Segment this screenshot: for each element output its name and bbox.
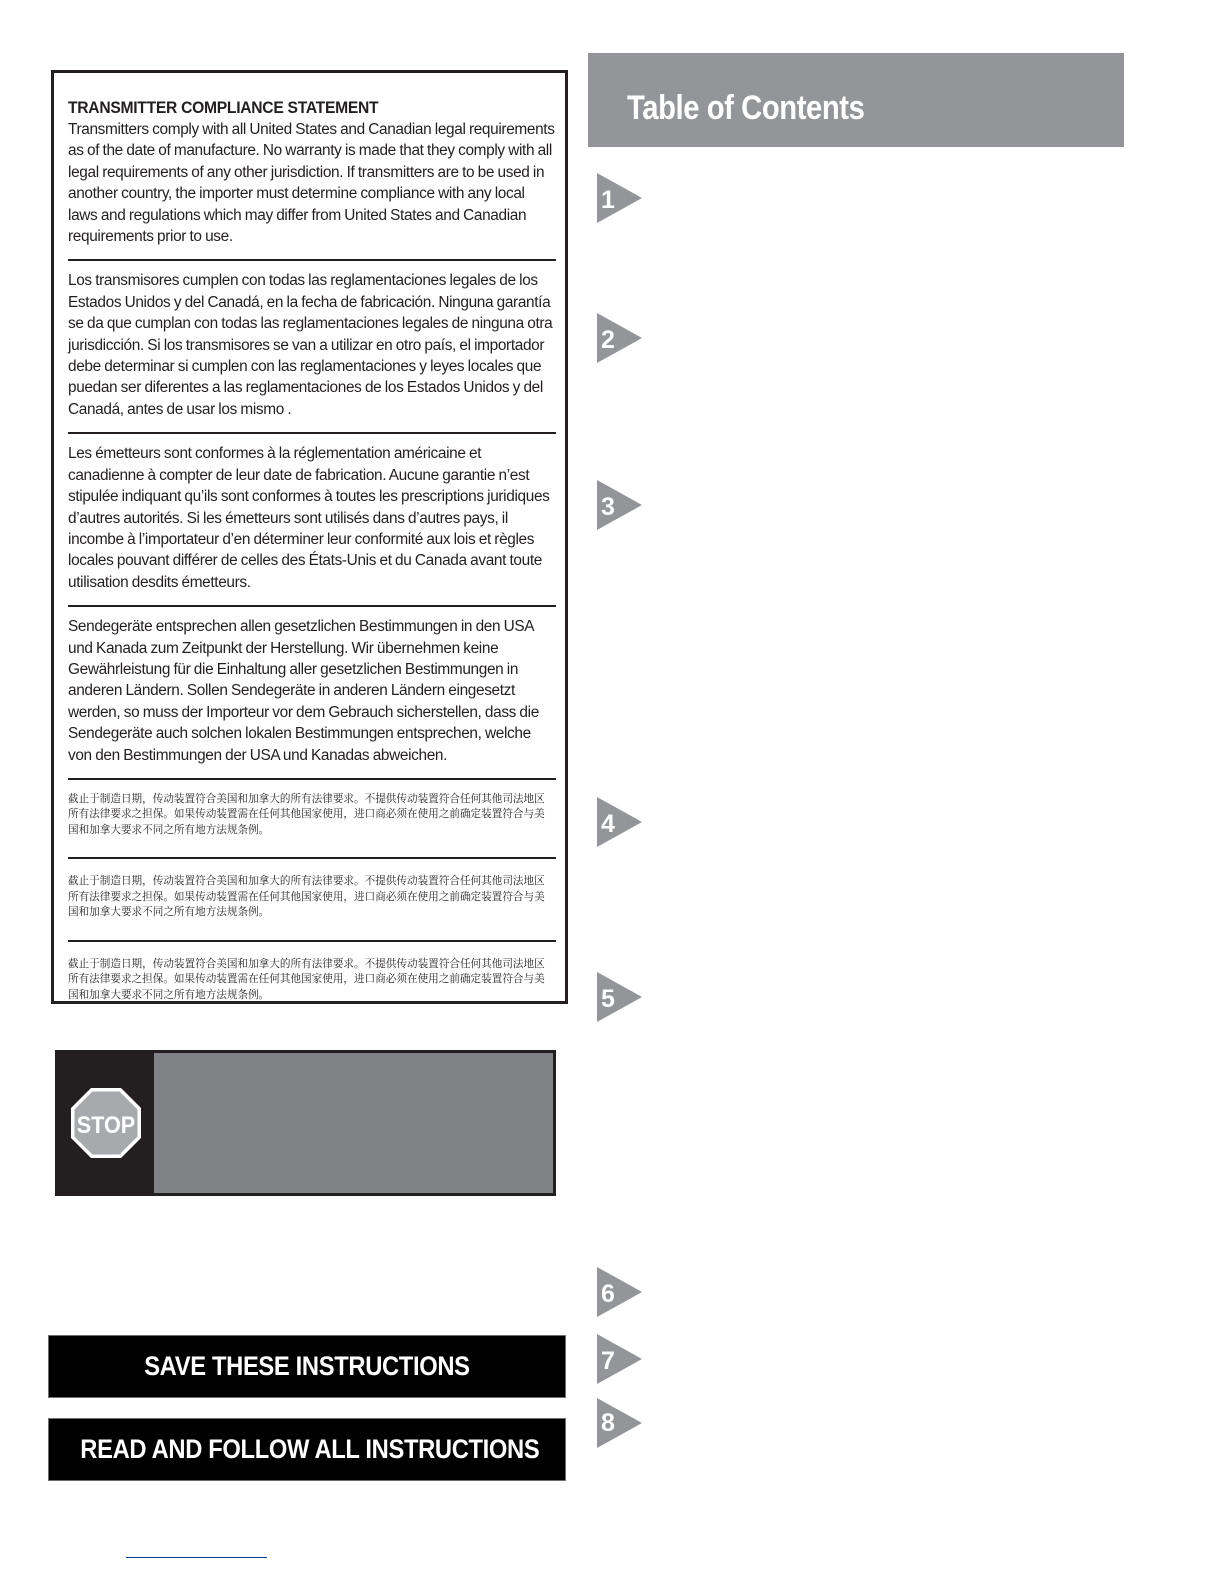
arrow-marker-icon xyxy=(596,1397,644,1449)
toc-marker-8[interactable] xyxy=(596,1397,644,1449)
toc-marker-number: 3 xyxy=(601,493,615,521)
toc-title: Table of Contents xyxy=(627,89,865,127)
toc-marker-7[interactable] xyxy=(596,1333,644,1385)
divider xyxy=(68,605,556,607)
toc-marker-3[interactable] xyxy=(596,479,644,531)
footer-rule xyxy=(126,1557,267,1558)
compliance-statement-box xyxy=(51,70,568,1004)
compliance-paragraph-french: Les émetteurs sont conformes à la réglementation américaine et canadienne à compter de leur date de fabrication. Aucune garantie n’est stipulée indiquant qu’ils sont conformes à toutes les prescriptions juridiques d’autres autorités. Si les émetteurs sont utilisés dans d’autres pays, il incombe à l’importateur d’en déterminer leur conformité aux lois et règles locales pouvant différer de celles des États-Unis et du Canada avant toute utilisation desdits émetteurs. xyxy=(68,445,550,591)
toc-marker-6[interactable] xyxy=(596,1266,644,1318)
toc-marker-2[interactable] xyxy=(596,312,644,364)
toc-marker-5[interactable] xyxy=(596,971,644,1023)
toc-marker-number: 2 xyxy=(601,326,615,354)
compliance-paragraph-english: Transmitters comply with all United States and Canadian legal requirements as of the date of manufacture. No warranty is made that they comply with all legal requirements of any other jurisdiction. If transmitters are to be used in another country, the importer must determine compliance with any local laws and regulations which may differ from United States and Canadian requirements prior to use. xyxy=(68,121,555,246)
compliance-paragraph-chinese-1: 截止于制造日期，传动装置符合美国和加拿大的所有法律要求。不提供传动装置符合任何其他司法地区所有法律要求之担保。如果传动装置需在任何其他国家使用，进口商必须在使用之前确定装置符合与美国和加拿大要求不同之所有地方法规条例。 xyxy=(68,792,545,836)
toc-marker-number: 6 xyxy=(601,1280,615,1308)
toc-marker-1[interactable] xyxy=(596,172,644,224)
stop-panel-body xyxy=(154,1053,553,1193)
toc-header xyxy=(588,53,1124,147)
toc-marker-number: 5 xyxy=(601,985,615,1013)
compliance-title: TRANSMITTER COMPLIANCE STATEMENT xyxy=(68,98,379,117)
toc-marker-4[interactable] xyxy=(596,796,644,848)
arrow-marker-icon xyxy=(596,479,644,531)
compliance-paragraph-chinese-3: 截止于制造日期，传动装置符合美国和加拿大的所有法律要求。不提供传动装置符合任何其他司法地区所有法律要求之担保。如果传动装置需在任何其他国家使用，进口商必须在使用之前确定装置符合与美国和加拿大要求不同之所有地方法规条例。 xyxy=(68,957,545,1001)
arrow-marker-icon xyxy=(596,1333,644,1385)
compliance-paragraph-spanish: Los transmisores cumplen con todas las reglamentaciones legales de los Estados Unidos y del Canadá, en la fecha de fabricación. Ninguna garantía se da que cumplan con todas las reglamentaciones legales de ninguna otra jurisdicción. Si los transmisores se van a utilizar en otro país, el importador debe determinar si cumplen con las reglamentaciones y leyes locales que puedan ser diferentes a las reglamentaciones de los Estados Unidos y del Canadá, antes de usar los mismo . xyxy=(68,272,553,418)
divider xyxy=(68,778,556,780)
compliance-paragraph-german: Sendegeräte entsprechen allen gesetzlichen Bestimmungen in den USA und Kanada zum Zeitpunkt der Herstellung. Wir übernehmen keine Gewährleistung für die Einhaltung aller gesetzlichen Bestimmungen in anderen Ländern. Sollen Sendegeräte in anderen Ländern eingesetzt werden, so muss der Importeur vor dem Gebrauch sicherstellen, dass die Sendegeräte auch solchen lokalen Bestimmungen entsprechen, welche von den Bestimmungen der USA und Kanadas abweichen. xyxy=(68,618,539,764)
arrow-marker-icon xyxy=(596,1266,644,1318)
arrow-marker-icon xyxy=(596,172,644,224)
stop-sign-icon xyxy=(70,1087,142,1159)
arrow-marker-icon xyxy=(596,971,644,1023)
toc-marker-number: 1 xyxy=(601,186,615,214)
arrow-marker-icon xyxy=(596,796,644,848)
divider xyxy=(68,432,556,434)
toc-marker-number: 4 xyxy=(601,810,615,838)
stop-warning-panel xyxy=(55,1050,556,1196)
save-instructions-banner xyxy=(48,1335,566,1398)
divider xyxy=(68,857,556,859)
divider xyxy=(68,940,556,942)
arrow-marker-icon xyxy=(596,312,644,364)
toc-marker-number: 7 xyxy=(601,1347,615,1375)
toc-marker-number: 8 xyxy=(601,1409,615,1437)
read-instructions-banner xyxy=(48,1418,566,1481)
read-instructions-text: READ AND FOLLOW ALL INSTRUCTIONS xyxy=(80,1434,540,1464)
save-instructions-text: SAVE THESE INSTRUCTIONS xyxy=(144,1351,470,1381)
divider xyxy=(68,259,556,261)
stop-label: STOP xyxy=(76,1110,136,1139)
compliance-paragraph-chinese-2: 截止于制造日期，传动装置符合美国和加拿大的所有法律要求。不提供传动装置符合任何其他司法地区所有法律要求之担保。如果传动装置需在任何其他国家使用，进口商必须在使用之前确定装置符合与美国和加拿大要求不同之所有地方法规条例。 xyxy=(68,875,545,919)
